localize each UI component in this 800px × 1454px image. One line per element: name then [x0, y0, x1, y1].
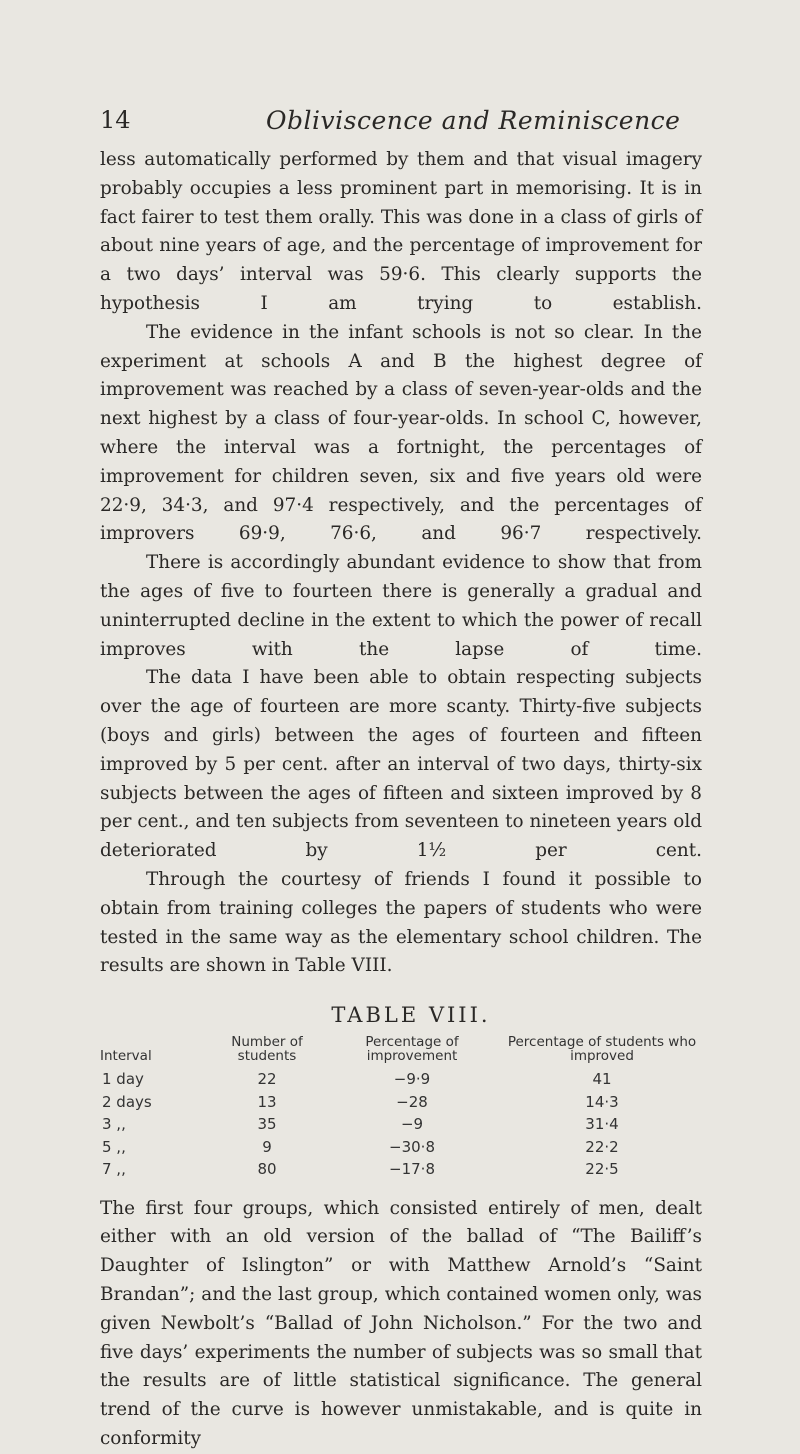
- table-cell: −9: [400, 1115, 424, 1134]
- table-row: [100, 1091, 702, 1114]
- table-cell: 22: [257, 1070, 277, 1089]
- column-header: Number of students: [231, 1034, 303, 1065]
- table-title: TABLE VIII.: [331, 1003, 491, 1028]
- table-row: [100, 1068, 702, 1091]
- column-header: Interval: [100, 1048, 152, 1065]
- table-cell: 13: [257, 1092, 277, 1111]
- table-cell: 14·3: [585, 1092, 619, 1111]
- table-cell: 1 day: [102, 1070, 144, 1089]
- table-cell: 7 ,,: [102, 1160, 126, 1179]
- table-cell: 35: [257, 1115, 277, 1134]
- table-cell: −9·9: [393, 1070, 431, 1089]
- page-body: [100, 146, 702, 1454]
- table-cell: 5 ,,: [102, 1137, 126, 1156]
- table-row: [100, 1113, 702, 1136]
- paragraph: There is accordingly abundant evidence to show that from the ages of five to fourteen there is generally a gradual and uninterrupted decline in the extent to which the power of recall improves with the lapse of time.: [100, 552, 702, 660]
- table-row: [100, 1136, 702, 1159]
- page-number: 14: [100, 106, 131, 134]
- table-cell: 80: [257, 1160, 277, 1179]
- paragraph: The data I have been able to obtain respecting subjects over the age of fourteen are more scanty. Thirty-five subjects (boys and girls) between the ages of fourteen and fifteen improved by 5 per cent. after an interval of two days, thirty-six subjects between the ages of fifteen and sixteen improved by 8 per cent., and ten subjects from seventeen to nineteen years old deteriorated by 1½ per cent.: [100, 667, 702, 862]
- table-cell: 31·4: [585, 1115, 619, 1134]
- column-header: Percentage of students who improved: [507, 1034, 697, 1065]
- paragraph: The evidence in the infant schools is not so clear. In the experiment at schools A and B the highest degree of improvement was reached by a class of seven-year-olds and the next highest by a class of four-year-olds. In school C, however, where the interval was a fortnight, the percentages of improvement for children seven, six and five years old were 22·9, 34·3, and 97·4 respectively, and the percentages of improvers 69·9, 76·6, and 96·7 respectively.: [100, 321, 702, 545]
- column-header: Percentage of improvement: [365, 1034, 459, 1065]
- data-table: [100, 1035, 702, 1181]
- table-cell: 22·2: [585, 1137, 619, 1156]
- paragraph: The first four groups, which consisted entirely of men, dealt either with an old version of the ballad of “The Bailiff’s Daughter of Islington” or with Matthew Arnold’s “Saint Brandan”; and the last group, which contained women only, was given Newbolt’s “Ballad of John Nicholson.” For the two and five days’ experiments the number of subjects was so small that the results are of little statistical significance. The general trend of the curve is however unmistakable, and is quite in conformity: [100, 1197, 702, 1449]
- table-header-row: [100, 1035, 702, 1068]
- table-cell: 41: [592, 1070, 612, 1089]
- table-cell: 9: [262, 1137, 272, 1156]
- paragraph: Through the courtesy of friends I found it possible to obtain from training colleges the papers of students who were tested in the same way as the elementary school children. The results are shown in Table VIII.: [100, 868, 702, 977]
- table-cell: −28: [396, 1092, 428, 1111]
- table-cell: 22·5: [585, 1160, 619, 1179]
- running-title: Obliviscence and Reminiscence: [266, 106, 681, 135]
- paragraph: less automatically performed by them and that visual imagery probably occupies a less prominent part in memorising. It is in fact fairer to test them orally. This was done in a class of girls of about nine years of age, and the percentage of improvement for a two days’ interval was 59·6. This clearly supports the hypothesis I am trying to establish.: [100, 149, 702, 314]
- table-cell: 2 days: [102, 1092, 152, 1111]
- page-header: [100, 106, 704, 146]
- table-cell: 3 ,,: [102, 1115, 126, 1134]
- table-cell: −17·8: [389, 1160, 435, 1179]
- table-cell: −30·8: [389, 1137, 435, 1156]
- table-row: [100, 1158, 702, 1181]
